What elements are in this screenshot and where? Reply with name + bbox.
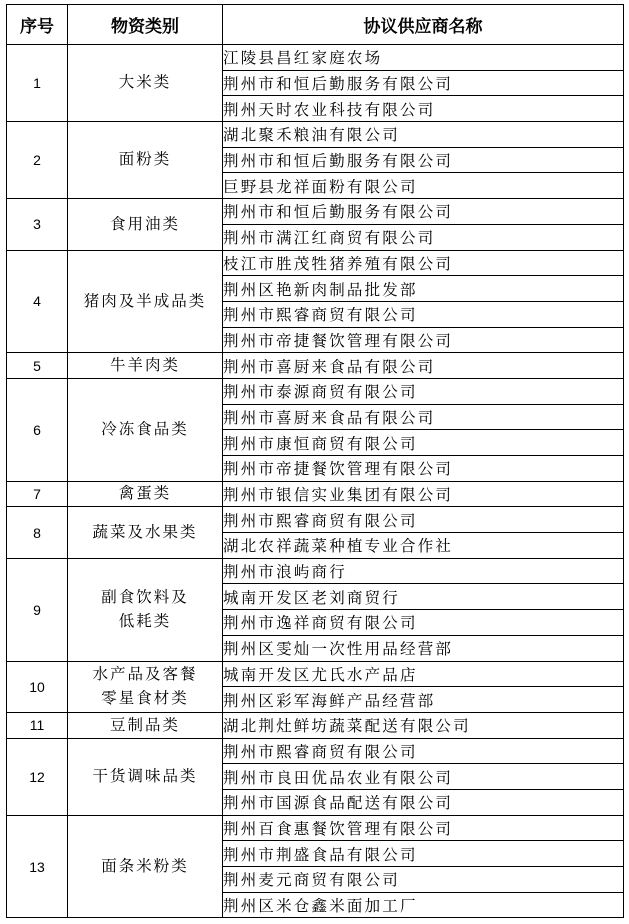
table-row	[7, 199, 624, 225]
category-label: 牛羊肉类	[109, 355, 180, 374]
supplier-cell: 荆州市满江红商贸有限公司	[223, 224, 624, 250]
supplier-cell: 荆州市浪屿商行	[223, 558, 624, 584]
table-row	[7, 738, 624, 764]
supplier-cell: 湖北荆灶鲜坊蔬菜配送有限公司	[223, 712, 624, 738]
category-label: 豆制品类	[109, 715, 180, 734]
seq-cell: 3	[7, 199, 68, 250]
category-cell	[68, 250, 223, 353]
supplier-cell: 荆州市荆盛食品有限公司	[223, 841, 624, 867]
category-label: 副食饮料及	[101, 588, 189, 607]
category-cell	[68, 199, 223, 250]
supplier-cell: 荆州市喜厨来食品有限公司	[223, 404, 624, 430]
table-row	[7, 507, 624, 533]
table-row	[7, 712, 624, 738]
supplier-cell: 枝江市胜茂牲猪养殖有限公司	[223, 250, 624, 276]
supplier-cell: 荆州区艳新肉制品批发部	[223, 276, 624, 302]
supplier-cell: 荆州天时农业科技有限公司	[223, 96, 624, 122]
supplier-cell: 荆州市泰源商贸有限公司	[223, 378, 624, 404]
category-cell	[68, 507, 223, 558]
table-row	[7, 122, 624, 148]
category-label: 大米类	[118, 73, 172, 92]
supplier-cell: 荆州百食惠餐饮管理有限公司	[223, 815, 624, 841]
category-label: 低耗类	[118, 611, 172, 630]
seq-cell: 5	[7, 353, 68, 379]
supplier-cell: 荆州市熙睿商贸有限公司	[223, 301, 624, 327]
header-seq: 序号	[7, 5, 68, 45]
category-label: 食用油类	[109, 214, 180, 233]
category-cell	[68, 353, 223, 379]
category-label: 零星食材类	[101, 688, 189, 707]
table-row	[7, 661, 624, 687]
table-body	[7, 45, 624, 918]
supplier-cell: 荆州市喜厨来食品有限公司	[223, 353, 624, 379]
table-row	[7, 481, 624, 507]
supplier-cell: 荆州区彩军海鲜产品经营部	[223, 687, 624, 713]
header-row	[7, 5, 624, 45]
table-row	[7, 250, 624, 276]
category-cell	[68, 481, 223, 507]
category-label: 蔬菜及水果类	[92, 522, 198, 541]
supplier-cell: 荆州市和恒后勤服务有限公司	[223, 147, 624, 173]
table-row	[7, 378, 624, 404]
supplier-cell: 荆州市熙睿商贸有限公司	[223, 507, 624, 533]
supplier-cell: 荆州市良田优品农业有限公司	[223, 764, 624, 790]
seq-cell: 4	[7, 250, 68, 353]
supplier-cell: 湖北聚禾粮油有限公司	[223, 122, 624, 148]
supplier-cell: 湖北农祥蔬菜种植专业合作社	[223, 533, 624, 559]
header-supplier: 协议供应商名称	[223, 5, 624, 45]
category-cell	[68, 378, 223, 481]
seq-cell: 9	[7, 558, 68, 661]
supplier-cell: 荆州市银信实业集团有限公司	[223, 481, 624, 507]
table-row	[7, 45, 624, 71]
header-category: 物资类别	[68, 5, 223, 45]
supplier-cell: 江陵县昌红家庭农场	[223, 45, 624, 71]
seq-cell: 11	[7, 712, 68, 738]
supplier-cell: 荆州市帝捷餐饮管理有限公司	[223, 327, 624, 353]
category-label: 干货调味品类	[92, 766, 198, 785]
supplier-cell: 荆州区米仓鑫米面加工厂	[223, 892, 624, 918]
category-cell	[68, 712, 223, 738]
category-label: 水产品及客餐	[92, 665, 198, 684]
supplier-cell: 荆州市熙睿商贸有限公司	[223, 738, 624, 764]
supplier-cell: 巨野县龙祥面粉有限公司	[223, 173, 624, 199]
category-label: 面条米粉类	[101, 856, 189, 875]
seq-cell: 8	[7, 507, 68, 558]
category-cell	[68, 738, 223, 815]
supplier-cell: 城南开发区老刘商贸行	[223, 584, 624, 610]
supplier-cell: 荆州麦元商贸有限公司	[223, 867, 624, 893]
seq-cell: 6	[7, 378, 68, 481]
seq-cell: 10	[7, 661, 68, 712]
category-cell	[68, 661, 223, 712]
supplier-table	[6, 4, 624, 918]
category-label: 禽蛋类	[118, 484, 172, 503]
seq-cell: 12	[7, 738, 68, 815]
supplier-cell: 荆州市和恒后勤服务有限公司	[223, 199, 624, 225]
seq-cell: 7	[7, 481, 68, 507]
seq-cell: 1	[7, 45, 68, 122]
supplier-cell: 荆州市逸祥商贸有限公司	[223, 610, 624, 636]
category-label: 面粉类	[118, 150, 172, 169]
seq-cell: 2	[7, 122, 68, 199]
category-label: 猪肉及半成品类	[83, 291, 207, 310]
supplier-cell: 荆州市和恒后勤服务有限公司	[223, 70, 624, 96]
supplier-cell: 荆州市国源食品配送有限公司	[223, 789, 624, 815]
supplier-cell: 城南开发区尤氏水产品店	[223, 661, 624, 687]
supplier-cell: 荆州市帝捷餐饮管理有限公司	[223, 456, 624, 482]
seq-cell: 13	[7, 815, 68, 918]
table-row	[7, 558, 624, 584]
supplier-cell: 荆州市康恒商贸有限公司	[223, 430, 624, 456]
category-cell	[68, 122, 223, 199]
category-cell	[68, 815, 223, 918]
category-label: 冷冻食品类	[101, 420, 189, 439]
supplier-cell: 荆州区雯灿一次性用品经营部	[223, 635, 624, 661]
table-row	[7, 815, 624, 841]
table-row	[7, 353, 624, 379]
category-cell	[68, 45, 223, 122]
category-cell	[68, 558, 223, 661]
